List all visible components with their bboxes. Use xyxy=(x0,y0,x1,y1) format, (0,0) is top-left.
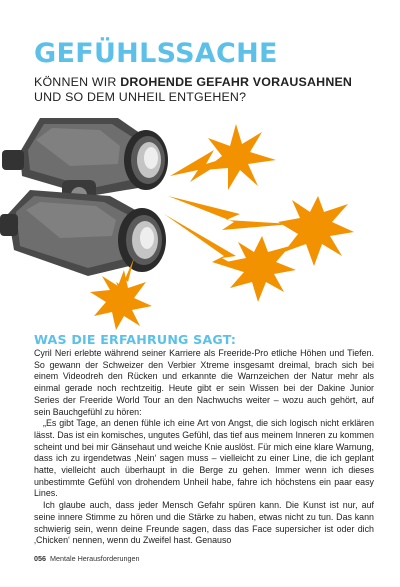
paragraph-continuation: Ich glaube auch, dass jeder Mensch Gefahr spüren kann. Die Kunst ist nur, auf seine innere Stimme zu hören und die Stärke zu haben, etwas nicht zu tun. Das kann schwierig sein, wenn deine Freunde sagen, dass das Face supersicher ist oder dich ‚Chicken‘ nennen, wenn du Zweifel hast. Genauso xyxy=(34,500,374,546)
section-heading: WAS DIE ERFAHRUNG SAGT: xyxy=(34,332,237,347)
subtitle-lead: KÖNNEN WIR xyxy=(34,75,121,89)
chapter-title: Mentale Herausforderungen xyxy=(50,554,140,563)
page-number: 056 xyxy=(34,554,46,563)
subtitle-emphasis: DROHENDE GEFAHR VORAUSAHNEN xyxy=(120,75,353,89)
paragraph-intro: Cyril Neri erlebte während seiner Karriere als Freeride-Pro etliche Höhen und Tiefen. So gewann der Schweizer den Verbier Xtreme insgesamt dreimal, brach sich bei einem Videodreh den Rücken und erkannte die Warnzeichen der Natur mehr als einmal gerade noch rechtzeitig. Heute gibt er sein Wissen bei der Dakine Junior Series der Freeride World Tour an den Nachwuchs weiter – wozu auch gehört, auf sein Bauchgefühl zu hören: xyxy=(34,348,374,417)
binoculars-icon xyxy=(0,118,168,276)
article-body xyxy=(34,348,374,547)
binoculars-illustration xyxy=(0,112,400,330)
paragraph-quote: „Es gibt Tage, an denen fühle ich eine Art von Angst, die sich logisch nicht erklären lässt. Das ist ein komisches, ungutes Gefühl, das tief aus meinem Inneren zu kommen scheint und bei mir Gänsehaut und weiche Knie auslöst. Für mich eine klare Warnung, dass ich zu irgendetwas ‚Nein‘ sagen muss – vielleicht zu einer Line, die ich geplant hatte, vielleicht auch überhaupt in die Berge zu gehen. Immer wenn ich dieses unbestimmte Gefühl von drohendem Unheil habe, fahre ich höchstens ein paar easy Lines. xyxy=(34,418,374,499)
page-subtitle xyxy=(34,75,374,104)
page-title: GEFÜHLSSACHE xyxy=(34,38,278,69)
subtitle-tail: UND SO DEM UNHEIL ENTGEHEN? xyxy=(34,89,247,104)
page-footer xyxy=(34,554,140,563)
